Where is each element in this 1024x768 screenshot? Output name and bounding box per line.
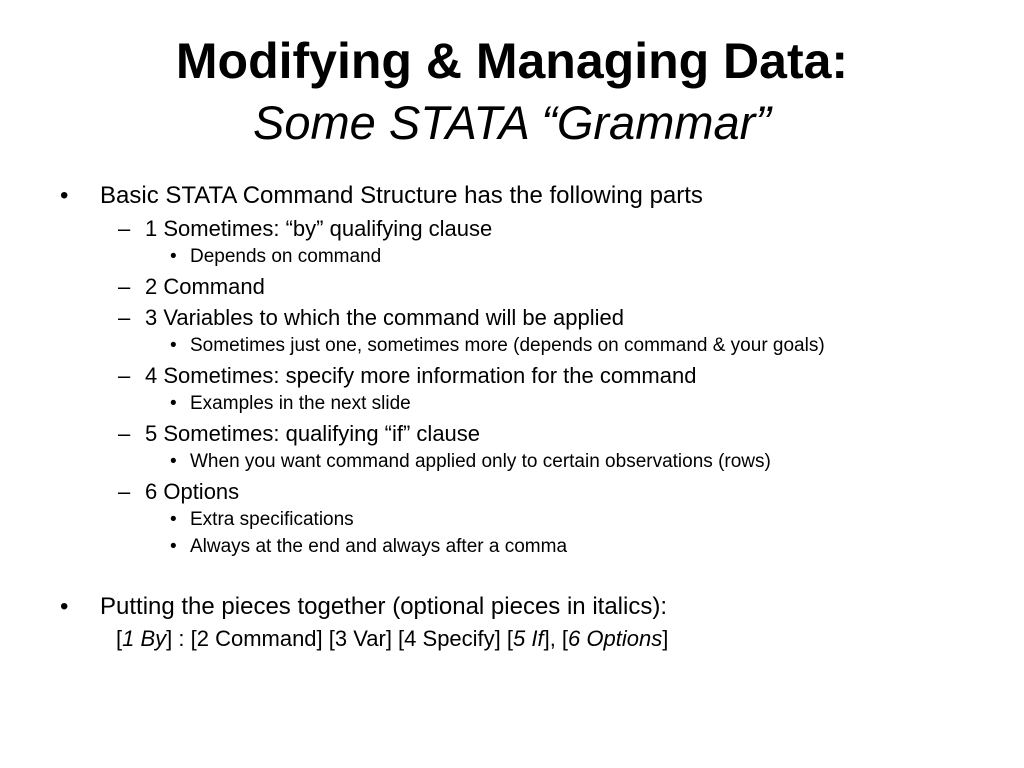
syntax-middle: ] : [2 Command] [3 Var] [4 Specify] [ bbox=[166, 626, 513, 651]
sub-bullet-part6: 6 Options bbox=[145, 479, 240, 504]
title-main: Modifying & Managing Data: bbox=[175, 33, 849, 89]
bullet-marker: • bbox=[170, 246, 177, 267]
sub-bullet-part1: 1 Sometimes: “by” qualifying clause bbox=[145, 216, 493, 241]
bullet-marker: • bbox=[170, 509, 177, 530]
syntax-if: 5 If bbox=[513, 626, 544, 651]
slide-title bbox=[0, 30, 1024, 154]
syntax-bracket: [ bbox=[116, 626, 123, 651]
syntax-options: 6 Options bbox=[568, 626, 663, 651]
sub-bullet-part5: 5 Sometimes: qualifying “if” clause bbox=[145, 421, 481, 446]
title-subtitle: Some STATA “Grammar” bbox=[253, 96, 771, 149]
dash-marker: – bbox=[118, 274, 131, 299]
bullet-marker: • bbox=[60, 182, 69, 209]
sub-sub-bullet-part4: Examples in the next slide bbox=[190, 393, 411, 414]
sub-bullet-part4: 4 Sometimes: specify more information for the command bbox=[145, 363, 697, 388]
sub-sub-bullet-part1: Depends on command bbox=[190, 246, 382, 267]
syntax-line bbox=[116, 626, 668, 652]
dash-marker: – bbox=[118, 216, 131, 241]
syntax-bracket: ] bbox=[662, 626, 669, 651]
bullet-marker: • bbox=[170, 451, 177, 472]
syntax-separator: ], [ bbox=[543, 626, 569, 651]
bullet-together: Putting the pieces together (optional pieces in italics): bbox=[100, 593, 667, 620]
bullet-marker: • bbox=[60, 593, 69, 620]
sub-bullet-part2: 2 Command bbox=[145, 274, 265, 299]
dash-marker: – bbox=[118, 305, 131, 330]
sub-bullet-part3: 3 Variables to which the command will be applied bbox=[145, 305, 624, 330]
syntax-by: 1 By bbox=[122, 626, 167, 651]
sub-sub-bullet-part6-2: Always at the end and always after a comma bbox=[190, 536, 568, 557]
bullet-structure: Basic STATA Command Structure has the following parts bbox=[100, 182, 703, 209]
dash-marker: – bbox=[118, 479, 131, 504]
dash-marker: – bbox=[118, 363, 131, 388]
bullet-marker: • bbox=[170, 335, 177, 356]
bullet-marker: • bbox=[170, 393, 177, 414]
sub-sub-bullet-part5: When you want command applied only to certain observations (rows) bbox=[190, 451, 771, 472]
dash-marker: – bbox=[118, 421, 131, 446]
sub-sub-bullet-part3: Sometimes just one, sometimes more (depends on command & your goals) bbox=[190, 335, 825, 356]
bullet-marker: • bbox=[170, 536, 177, 557]
sub-sub-bullet-part6-1: Extra specifications bbox=[190, 509, 354, 530]
